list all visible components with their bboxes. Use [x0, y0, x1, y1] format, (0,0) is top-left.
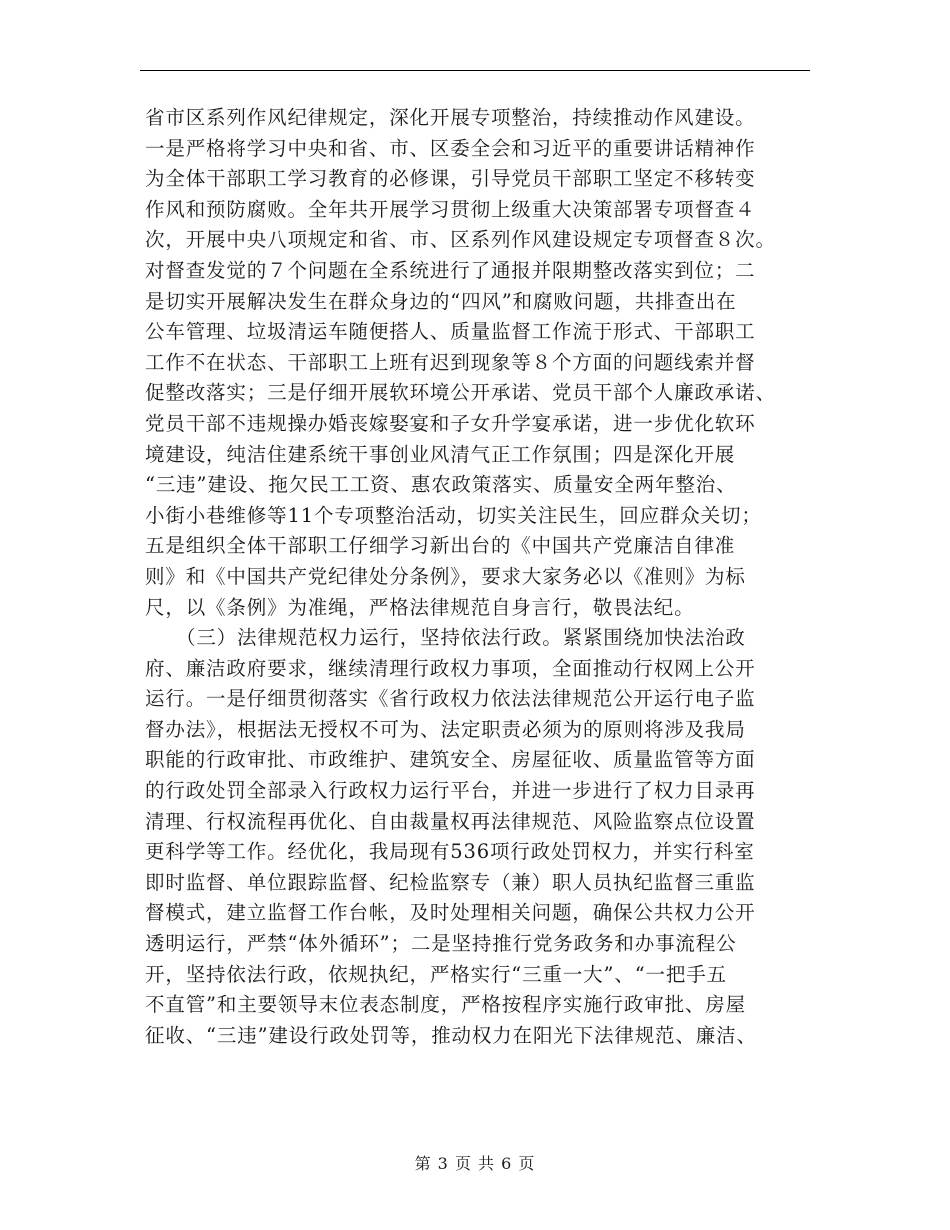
text-line: 促整改落实；三是仔细开展软环境公开承诺、党员干部个人廉政承诺、: [145, 381, 776, 405]
text-line: 开，坚持依法行政，依规执纪，严格实行“三重一大”、“一把手五: [145, 962, 727, 986]
text-line: 督模式，建立监督工作台帐，及时处理相关问题，确保公共权力公开: [145, 901, 756, 925]
text-line: 境建设，纯洁住建系统干事创业风清气正工作氛围；四是深化开展: [145, 442, 736, 466]
text-line: 为全体干部职工学习教育的必修课，引导党员干部职工坚定不移转变: [145, 167, 756, 191]
text-line: 即时监督、单位跟踪监督、纪检监察专（兼）职人员执纪监督三重监: [145, 870, 756, 894]
text-line: 征收、“三违”建设行政处罚等，推动权力在阳光下法律规范、廉洁、: [145, 1023, 757, 1047]
text-line: 府、廉洁政府要求，继续清理行政权力事项，全面推动行权网上公开: [145, 656, 756, 680]
text-line: 督办法》，根据法无授权不可为、法定职责必须为的原则将涉及我局: [145, 717, 746, 741]
text-line: 作风和预防腐败。全年共开展学习贯彻上级重大决策部署专项督查４: [145, 197, 756, 221]
text-line: 省市区系列作风纪律规定，深化开展专项整治，持续推动作风建设。: [145, 106, 756, 129]
text-line: 公车管理、垃圾清运车随便搭人、质量监督工作流于形式、干部职工: [145, 320, 756, 344]
text-line: 是切实开展解决发生在群众身边的“四风”和腐败问题，共排查出在: [145, 289, 737, 313]
text-line: 一是严格将学习中央和省、市、区委全会和习近平的重要讲话精神作: [145, 136, 756, 160]
text-line: 五是组织全体干部职工仔细学习新出台的《中国共产党廉洁自律准: [145, 534, 736, 558]
text-line: 运行。一是仔细贯彻落实《省行政权力依法法律规范公开运行电子监: [145, 687, 756, 711]
text-line: 不直管”和主要领导末位表态制度，严格按程序实施行政审批、房屋: [145, 993, 746, 1017]
text-line: 党员干部不违规操办婚丧嫁娶宴和子女升学宴承诺，进一步优化软环: [145, 411, 756, 435]
header-rule: [140, 70, 810, 71]
text-line: 更科学等工作。经优化，我局现有536项行政处罚权力，并实行科室: [145, 840, 755, 864]
text-line: 透明运行，严禁“体外循环”；二是坚持推行党务政务和办事流程公: [145, 932, 737, 956]
text-line: （三）法律规范权力运行，坚持依法行政。紧紧围绕加快法治政: [145, 626, 746, 650]
text-line: 职能的行政审批、市政维护、建筑安全、房屋征收、质量监管等方面: [145, 748, 756, 772]
text-line: 工作不在状态、干部职工上班有迟到现象等８个方面的问题线索并督: [145, 350, 756, 374]
text-line: 尺，以《条例》为准绳，严格法律规范自身言行，敬畏法纪。: [145, 595, 695, 619]
text-line: 对督查发觉的７个问题在全系统进行了通报并限期整改落实到位；二: [145, 258, 756, 282]
text-line: 小街小巷维修等11个专项整治活动，切实关注民生，回应群众关切；: [145, 503, 762, 527]
text-line: 的行政处罚全部录入行政权力运行平台，并进一步进行了权力目录再: [145, 779, 756, 803]
text-line: 则》和《中国共产党纪律处分条例》，要求大家务必以《准则》为标: [145, 564, 746, 588]
text-line: 次，开展中央八项规定和省、市、区系列作风建设规定专项督查８次。: [145, 228, 776, 252]
text-line: “三违”建设、拖欠民工工资、惠农政策落实、质量安全两年整治、: [145, 473, 737, 497]
page-footer: 第 3 页 共 6 页: [414, 1154, 536, 1173]
text-line: 清理、行权流程再优化、自由裁量权再法律规范、风险监察点位设置: [145, 809, 756, 833]
body-text: [145, 103, 810, 1051]
